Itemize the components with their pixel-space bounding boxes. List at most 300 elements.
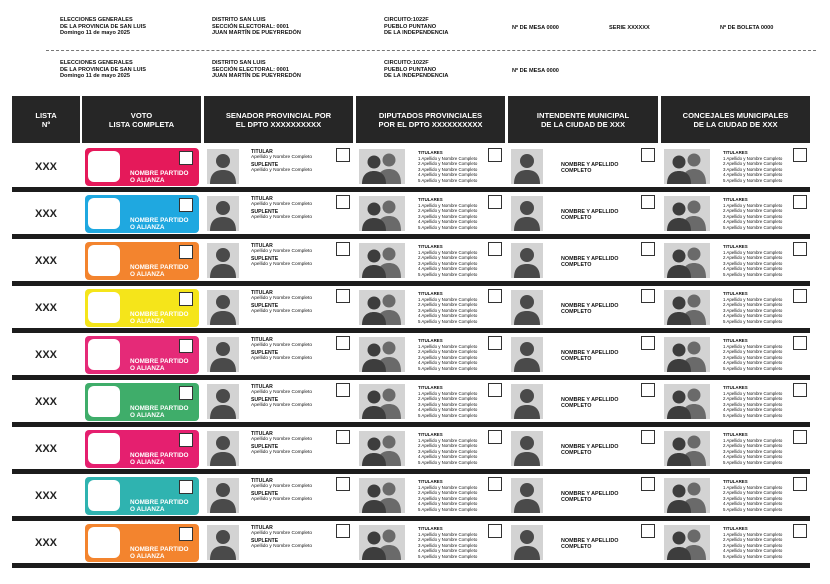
- person-silhouette-icon: [511, 337, 543, 372]
- candidate-name: 1 Apellido y Nombre Completo: [418, 155, 478, 161]
- candidate-name-line: COMPLETO: [561, 403, 592, 410]
- diputados-cell[interactable]: [356, 334, 505, 375]
- party-name-line: O ALIANZA: [130, 177, 165, 185]
- candidate-name: 2 Apellido y Nombre Completo: [723, 255, 783, 260]
- titular-name: Apellido y Nombre Completo: [251, 155, 313, 161]
- suplente-name: Apellido y Nombre Completo: [251, 544, 313, 550]
- suplente-name: Apellido y Nombre Completo: [251, 356, 313, 362]
- header-line: CIRCUITO:1022F: [384, 17, 429, 23]
- party-card[interactable]: [85, 242, 199, 280]
- header-line: DE LA PROVINCIA DE SAN LUIS: [60, 23, 146, 30]
- ballot-row: [12, 522, 810, 563]
- concejales-candidates: [723, 385, 782, 418]
- titulares-label: TITULARES: [723, 197, 748, 202]
- party-card[interactable]: [85, 195, 199, 233]
- candidate-name: 2 Apellido y Nombre Completo: [418, 396, 478, 401]
- suplente-label: SUPLENTE: [251, 396, 279, 403]
- party-name: [130, 264, 188, 279]
- checkbox-icon[interactable]: [179, 151, 193, 165]
- person-silhouette-icon: [207, 478, 239, 513]
- row-divider: [12, 516, 810, 521]
- candidate-name: 4 Apellido y Nombre Completo: [418, 313, 478, 318]
- header-line: SECCIÓN ELECTORAL: 0001: [212, 23, 289, 30]
- checkbox-icon[interactable]: [336, 524, 350, 538]
- candidate-name: 3 Apellido y Nombre Completo: [418, 213, 478, 219]
- titulares-label: TITULARES: [418, 150, 443, 155]
- suplente-label: SUPLENTE: [251, 302, 279, 309]
- column-header-line: SENADOR PROVINCIAL POR: [225, 110, 332, 120]
- candidate-name: 5 Apellido y Nombre Completo: [723, 506, 783, 512]
- candidate-name: 5 Apellido y Nombre Completo: [723, 412, 783, 418]
- concejales-candidates: [723, 432, 782, 465]
- diputados-candidates: [418, 526, 477, 559]
- row-divider: [12, 469, 810, 474]
- concejales-candidates: [723, 479, 782, 512]
- checkbox-icon[interactable]: [488, 242, 502, 256]
- candidate-name: 5 Apellido y Nombre Completo: [723, 365, 783, 371]
- voto-lista-completa-cell: [82, 334, 201, 375]
- column-header-line: VOTO: [130, 110, 153, 120]
- party-name-line: O ALIANZA: [130, 506, 165, 514]
- suplente-label: SUPLENTE: [251, 490, 279, 497]
- titular-label: TITULAR: [251, 525, 273, 531]
- senador-candidates: [251, 149, 312, 175]
- candidate-name: 5 Apellido y Nombre Completo: [418, 318, 478, 324]
- checkbox-icon[interactable]: [793, 336, 807, 350]
- titulares-label: TITULARES: [723, 244, 748, 249]
- party-logo: [88, 386, 120, 417]
- voto-lista-completa-cell: [82, 522, 201, 563]
- header-circuit: [384, 17, 448, 37]
- checkbox-icon[interactable]: [793, 195, 807, 209]
- intendente-cell[interactable]: [508, 475, 658, 516]
- ballot-row: [12, 240, 810, 281]
- candidate-name: 5 Apellido y Nombre Completo: [418, 224, 478, 230]
- candidate-name: 3 Apellido y Nombre Completo: [723, 260, 783, 266]
- candidate-name: 1 Apellido y Nombre Completo: [723, 343, 783, 349]
- intendente-candidate: [561, 350, 618, 363]
- candidate-name-line: COMPLETO: [561, 497, 592, 504]
- checkbox-icon[interactable]: [488, 524, 502, 538]
- senador-candidates: [251, 196, 312, 222]
- candidate-name: 4 Apellido y Nombre Completo: [723, 219, 783, 224]
- checkbox-icon[interactable]: [641, 524, 655, 538]
- concejales-cell[interactable]: [661, 475, 810, 516]
- candidate-name: 5 Apellido y Nombre Completo: [418, 412, 478, 418]
- diputados-cell[interactable]: [356, 428, 505, 469]
- candidate-name-line: NOMBRE Y APELLIDO: [561, 162, 619, 168]
- voto-lista-completa-cell: [82, 475, 201, 516]
- person-silhouette-icon: [511, 431, 543, 466]
- checkbox-icon[interactable]: [179, 339, 193, 353]
- intendente-candidate: [561, 256, 618, 269]
- candidate-name: 2 Apellido y Nombre Completo: [418, 161, 478, 166]
- titulares-label: TITULARES: [723, 291, 748, 296]
- senador-cell[interactable]: [204, 146, 353, 187]
- candidate-name: 4 Apellido y Nombre Completo: [418, 219, 478, 224]
- lista-number: XXX: [12, 146, 80, 187]
- candidate-name: 1 Apellido y Nombre Completo: [723, 296, 783, 302]
- column-header-line: Nº: [41, 119, 51, 129]
- person-silhouette-icon: [207, 290, 239, 325]
- row-divider: [12, 187, 810, 192]
- candidate-name: 4 Apellido y Nombre Completo: [723, 266, 783, 271]
- candidate-name: 3 Apellido y Nombre Completo: [418, 260, 478, 266]
- party-card[interactable]: [85, 430, 199, 468]
- header-line: CIRCUITO:1022F: [384, 60, 429, 66]
- checkbox-icon[interactable]: [179, 245, 193, 259]
- candidate-name: 5 Apellido y Nombre Completo: [723, 459, 783, 465]
- header-line: DE LA INDEPENDENCIA: [384, 30, 449, 37]
- party-card[interactable]: [85, 289, 199, 327]
- candidate-name: 3 Apellido y Nombre Completo: [418, 166, 478, 172]
- header-line: JUAN MARTÍN DE PUEYRREDÓN: [212, 30, 301, 37]
- ballot-row: [12, 146, 810, 187]
- diputados-cell[interactable]: [356, 240, 505, 281]
- senador-cell[interactable]: [204, 334, 353, 375]
- candidate-name: 4 Apellido y Nombre Completo: [723, 548, 783, 553]
- checkbox-icon[interactable]: [179, 480, 193, 494]
- header-line: ELECCIONES GENERALES: [60, 17, 133, 23]
- column-header-line: DIPUTADOS PROVINCIALES: [378, 110, 483, 120]
- column-header-line: DE LA CIUDAD DE XXX: [693, 119, 778, 129]
- titular-label: TITULAR: [251, 431, 273, 437]
- intendente-cell[interactable]: [508, 334, 658, 375]
- candidate-name: 1 Apellido y Nombre Completo: [723, 249, 783, 255]
- titular-name: Apellido y Nombre Completo: [251, 296, 313, 302]
- titulares-label: TITULARES: [418, 432, 443, 437]
- diputados-candidates: [418, 338, 477, 371]
- candidate-name: 3 Apellido y Nombre Completo: [723, 542, 783, 548]
- party-card[interactable]: [85, 477, 199, 515]
- party-logo: [88, 151, 120, 182]
- party-card[interactable]: [85, 336, 199, 374]
- party-name-line: O ALIANZA: [130, 271, 165, 279]
- candidate-name-line: COMPLETO: [561, 262, 592, 269]
- column-header-line: LISTA COMPLETA: [108, 119, 175, 129]
- candidate-name: 4 Apellido y Nombre Completo: [723, 454, 783, 459]
- senador-cell[interactable]: [204, 475, 353, 516]
- checkbox-icon[interactable]: [641, 430, 655, 444]
- party-name: [130, 311, 188, 326]
- candidate-name: 1 Apellido y Nombre Completo: [418, 390, 478, 396]
- concejales-candidates: [723, 338, 782, 371]
- person-silhouette-icon: [511, 525, 543, 560]
- diputados-candidates: [418, 150, 477, 183]
- checkbox-icon[interactable]: [488, 383, 502, 397]
- concejales-cell[interactable]: [661, 381, 810, 422]
- intendente-candidate: [561, 397, 618, 410]
- candidate-name: 4 Apellido y Nombre Completo: [418, 407, 478, 412]
- concejales-candidates: [723, 244, 782, 277]
- intendente-candidate: [561, 444, 618, 457]
- party-card[interactable]: [85, 148, 199, 186]
- checkbox-icon[interactable]: [179, 527, 193, 541]
- person-silhouette-icon: [359, 337, 405, 372]
- candidate-name: 1 Apellido y Nombre Completo: [723, 390, 783, 396]
- diputados-cell[interactable]: [356, 381, 505, 422]
- candidate-name: 5 Apellido y Nombre Completo: [723, 224, 783, 230]
- concejales-cell[interactable]: [661, 428, 810, 469]
- candidate-name: 4 Apellido y Nombre Completo: [418, 548, 478, 553]
- checkbox-icon[interactable]: [488, 477, 502, 491]
- titulares-label: TITULARES: [418, 244, 443, 249]
- candidate-name: 4 Apellido y Nombre Completo: [723, 172, 783, 177]
- lista-number: XXX: [12, 475, 80, 516]
- checkbox-icon[interactable]: [641, 336, 655, 350]
- diputados-cell[interactable]: [356, 146, 505, 187]
- intendente-cell[interactable]: [508, 146, 658, 187]
- candidate-name: 4 Apellido y Nombre Completo: [723, 360, 783, 365]
- candidate-name: 4 Apellido y Nombre Completo: [418, 266, 478, 271]
- intendente-cell[interactable]: [508, 287, 658, 328]
- person-silhouette-icon: [664, 525, 710, 560]
- person-silhouette-icon: [664, 384, 710, 419]
- senador-cell[interactable]: [204, 193, 353, 234]
- cut-line: [46, 50, 816, 51]
- checkbox-icon[interactable]: [793, 383, 807, 397]
- diputados-candidates: [418, 479, 477, 512]
- concejales-cell[interactable]: [661, 522, 810, 563]
- checkbox-icon[interactable]: [336, 477, 350, 491]
- row-divider: [12, 281, 810, 286]
- suplente-name: Apellido y Nombre Completo: [251, 262, 313, 268]
- candidate-name: 5 Apellido y Nombre Completo: [418, 271, 478, 277]
- voto-lista-completa-cell: [82, 287, 201, 328]
- checkbox-icon[interactable]: [336, 195, 350, 209]
- checkbox-icon[interactable]: [641, 383, 655, 397]
- ballot-row: [12, 334, 810, 375]
- party-name-line: NOMBRE PARTIDO: [130, 499, 189, 506]
- diputados-cell[interactable]: [356, 193, 505, 234]
- checkbox-icon[interactable]: [793, 289, 807, 303]
- diputados-cell[interactable]: [356, 475, 505, 516]
- concejales-cell[interactable]: [661, 193, 810, 234]
- suplente-name: Apellido y Nombre Completo: [251, 403, 313, 409]
- party-name-line: NOMBRE PARTIDO: [130, 546, 189, 553]
- header-election: [60, 17, 146, 37]
- checkbox-icon[interactable]: [488, 148, 502, 162]
- senador-cell[interactable]: [204, 240, 353, 281]
- party-logo: [88, 292, 120, 323]
- person-silhouette-icon: [207, 431, 239, 466]
- titular-name: Apellido y Nombre Completo: [251, 437, 313, 443]
- header-line: PUEBLO PUNTANO: [384, 23, 437, 30]
- candidate-name: 1 Apellido y Nombre Completo: [723, 155, 783, 161]
- checkbox-icon[interactable]: [336, 430, 350, 444]
- voto-lista-completa-cell: [82, 381, 201, 422]
- person-silhouette-icon: [664, 478, 710, 513]
- checkbox-icon[interactable]: [641, 289, 655, 303]
- senador-candidates: [251, 290, 312, 316]
- ballot-row: [12, 475, 810, 516]
- checkbox-icon[interactable]: [793, 524, 807, 538]
- lista-number: XXX: [12, 428, 80, 469]
- party-name-line: NOMBRE PARTIDO: [130, 311, 189, 318]
- party-name-line: NOMBRE PARTIDO: [130, 405, 189, 412]
- row-divider: [12, 563, 810, 568]
- intendente-cell[interactable]: [508, 522, 658, 563]
- candidate-name: 1 Apellido y Nombre Completo: [418, 437, 478, 443]
- person-silhouette-icon: [511, 196, 543, 231]
- person-silhouette-icon: [359, 149, 405, 184]
- intendente-cell[interactable]: [508, 240, 658, 281]
- column-header-intendente: [508, 96, 658, 143]
- checkbox-icon[interactable]: [793, 477, 807, 491]
- row-divider: [12, 375, 810, 380]
- lista-number: XXX: [12, 287, 80, 328]
- checkbox-icon[interactable]: [793, 242, 807, 256]
- diputados-cell[interactable]: [356, 522, 505, 563]
- lista-number: XXX: [12, 334, 80, 375]
- header-serie: SERIE XXXXXX: [609, 25, 650, 31]
- header-boleta: Nº DE BOLETA 0000: [720, 25, 774, 31]
- suplente-name: Apellido y Nombre Completo: [251, 309, 313, 315]
- header-line: Domingo 11 de mayo 2025: [60, 73, 130, 80]
- checkbox-icon[interactable]: [641, 477, 655, 491]
- suplente-label: SUPLENTE: [251, 161, 279, 168]
- checkbox-icon[interactable]: [488, 336, 502, 350]
- titular-label: TITULAR: [251, 149, 273, 155]
- person-silhouette-icon: [511, 478, 543, 513]
- checkbox-icon[interactable]: [641, 148, 655, 162]
- person-silhouette-icon: [664, 290, 710, 325]
- candidate-name: 4 Apellido y Nombre Completo: [723, 313, 783, 318]
- titular-label: TITULAR: [251, 478, 273, 484]
- party-logo: [88, 527, 120, 558]
- candidate-name-line: NOMBRE Y APELLIDO: [561, 303, 619, 309]
- party-name: [130, 217, 188, 232]
- candidate-name: 1 Apellido y Nombre Completo: [418, 296, 478, 302]
- person-silhouette-icon: [207, 243, 239, 278]
- party-card[interactable]: [85, 383, 199, 421]
- column-header-line: DE LA CIUDAD DE XXX: [540, 119, 626, 129]
- checkbox-icon[interactable]: [336, 336, 350, 350]
- titulares-label: TITULARES: [418, 197, 443, 202]
- candidate-name-line: COMPLETO: [561, 168, 592, 175]
- senador-cell[interactable]: [204, 381, 353, 422]
- suplente-label: SUPLENTE: [251, 208, 279, 215]
- header-election: [60, 60, 146, 80]
- intendente-candidate: [561, 538, 618, 551]
- header-line: PUEBLO PUNTANO: [384, 66, 437, 73]
- checkbox-icon[interactable]: [793, 430, 807, 444]
- party-name-line: O ALIANZA: [130, 365, 165, 373]
- candidate-name: 4 Apellido y Nombre Completo: [723, 501, 783, 506]
- senador-cell[interactable]: [204, 287, 353, 328]
- candidate-name: 4 Apellido y Nombre Completo: [418, 454, 478, 459]
- candidate-name: 3 Apellido y Nombre Completo: [723, 213, 783, 219]
- candidate-name-line: NOMBRE Y APELLIDO: [561, 538, 619, 544]
- ballot-row: [12, 193, 810, 234]
- candidate-name: 2 Apellido y Nombre Completo: [723, 302, 783, 307]
- person-silhouette-icon: [207, 149, 239, 184]
- diputados-candidates: [418, 432, 477, 465]
- checkbox-icon[interactable]: [336, 242, 350, 256]
- diputados-candidates: [418, 291, 477, 324]
- checkbox-icon[interactable]: [336, 148, 350, 162]
- candidate-name: 2 Apellido y Nombre Completo: [418, 349, 478, 354]
- candidate-name: 1 Apellido y Nombre Completo: [418, 343, 478, 349]
- candidate-name: 4 Apellido y Nombre Completo: [723, 407, 783, 412]
- candidate-name-line: NOMBRE Y APELLIDO: [561, 209, 619, 215]
- suplente-label: SUPLENTE: [251, 443, 279, 450]
- intendente-cell[interactable]: [508, 381, 658, 422]
- person-silhouette-icon: [664, 196, 710, 231]
- candidate-name: 3 Apellido y Nombre Completo: [418, 448, 478, 454]
- suplente-label: SUPLENTE: [251, 255, 279, 262]
- candidate-name: 1 Apellido y Nombre Completo: [723, 531, 783, 537]
- candidate-name: 5 Apellido y Nombre Completo: [723, 553, 783, 559]
- party-logo: [88, 245, 120, 276]
- person-silhouette-icon: [511, 243, 543, 278]
- concejales-cell[interactable]: [661, 334, 810, 375]
- checkbox-icon[interactable]: [641, 195, 655, 209]
- candidate-name: 3 Apellido y Nombre Completo: [723, 307, 783, 313]
- party-card[interactable]: [85, 524, 199, 562]
- lista-number: XXX: [12, 381, 80, 422]
- party-name: [130, 170, 188, 185]
- party-name: [130, 452, 188, 467]
- diputados-cell[interactable]: [356, 287, 505, 328]
- checkbox-icon[interactable]: [488, 289, 502, 303]
- party-logo: [88, 198, 120, 229]
- checkbox-icon[interactable]: [179, 386, 193, 400]
- checkbox-icon[interactable]: [641, 242, 655, 256]
- checkbox-icon[interactable]: [336, 383, 350, 397]
- party-name-line: O ALIANZA: [130, 459, 165, 467]
- senador-cell[interactable]: [204, 428, 353, 469]
- concejales-cell[interactable]: [661, 146, 810, 187]
- titulares-label: TITULARES: [418, 479, 443, 484]
- person-silhouette-icon: [207, 337, 239, 372]
- header-line: DISTRITO SAN LUIS: [212, 60, 266, 66]
- intendente-cell[interactable]: [508, 428, 658, 469]
- candidate-name: 5 Apellido y Nombre Completo: [418, 177, 478, 183]
- concejales-cell[interactable]: [661, 240, 810, 281]
- senador-cell[interactable]: [204, 522, 353, 563]
- party-name: [130, 499, 188, 514]
- candidate-name-line: NOMBRE Y APELLIDO: [561, 444, 619, 450]
- party-name-line: O ALIANZA: [130, 224, 165, 232]
- checkbox-icon[interactable]: [179, 198, 193, 212]
- checkbox-icon[interactable]: [488, 430, 502, 444]
- voto-lista-completa-cell: [82, 146, 201, 187]
- checkbox-icon[interactable]: [179, 433, 193, 447]
- checkbox-icon[interactable]: [179, 292, 193, 306]
- suplente-name: Apellido y Nombre Completo: [251, 497, 313, 503]
- intendente-candidate: [561, 303, 618, 316]
- person-silhouette-icon: [664, 431, 710, 466]
- ballot-row: [12, 287, 810, 328]
- candidate-name: 3 Apellido y Nombre Completo: [723, 495, 783, 501]
- ballot-row: [12, 381, 810, 422]
- checkbox-icon[interactable]: [336, 289, 350, 303]
- concejales-cell[interactable]: [661, 287, 810, 328]
- column-header-line: INTENDENTE MUNICIPAL: [536, 110, 630, 120]
- person-silhouette-icon: [511, 290, 543, 325]
- party-name-line: NOMBRE PARTIDO: [130, 358, 189, 365]
- titular-name: Apellido y Nombre Completo: [251, 484, 313, 490]
- candidate-name: 3 Apellido y Nombre Completo: [418, 354, 478, 360]
- intendente-cell[interactable]: [508, 193, 658, 234]
- party-name-line: NOMBRE PARTIDO: [130, 170, 189, 177]
- checkbox-icon[interactable]: [793, 148, 807, 162]
- candidate-name: 2 Apellido y Nombre Completo: [418, 443, 478, 448]
- checkbox-icon[interactable]: [488, 195, 502, 209]
- person-silhouette-icon: [359, 384, 405, 419]
- candidate-name: 2 Apellido y Nombre Completo: [723, 537, 783, 542]
